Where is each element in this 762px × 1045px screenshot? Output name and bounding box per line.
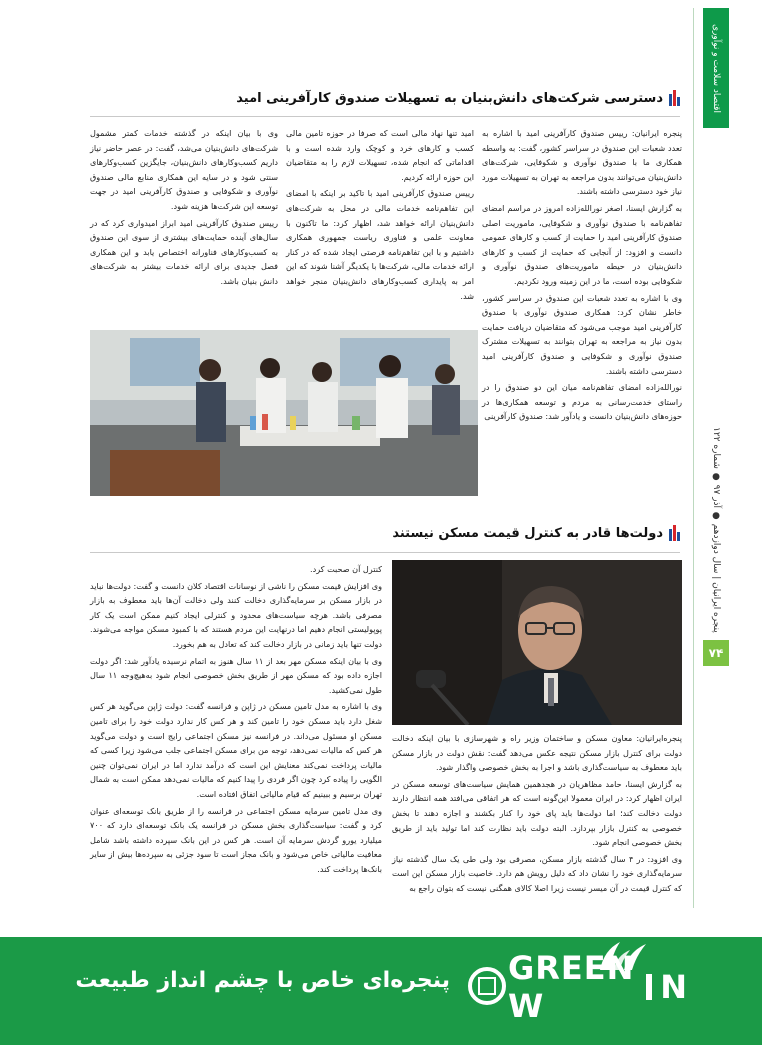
article1-rule bbox=[90, 116, 680, 117]
brand-text-end: N bbox=[660, 968, 688, 1006]
paragraph: وی با اشاره به تعدد شعبات این صندوق در سراسر کشور، خاطر نشان کرد: همکاری صندوق نوآوری با صندوق کارآفرینی امید موجب می‌شود که متقاضیان دریافت حمایت بدون نیاز به مراجعه به تهران بتوانند به تسهیلات مشترک صندوق نوآوری و شکوفایی و صندوق کارآفرینی امید دسترسی داشته باشند. bbox=[482, 292, 682, 376]
article2-col-left bbox=[90, 562, 382, 878]
title-bars-icon bbox=[669, 90, 680, 106]
paragraph: به گزارش ایسنا، حامد مظاهریان در هجدهمین همایش سیاست‌های توسعه مسکن در ایران اظهار کرد: در ایران معمولا این‌گونه است که هر اتفاقی می‌افتد همه انتظار دارند دولت دخالت کند؛ اما دولت‌ها باید پای خود را کنار بکشند و اجازه دهند تا بخش خصوصی به کنترل بازار بپردازد. البته دولت باید نظارت کند اما تولید باید از طریق بخش خصوصی انجام شود. bbox=[392, 778, 682, 848]
paragraph: وی مدل تامین سرمایه مسکن اجتماعی در فرانسه را از طریق بانک توسعه‌ای عنوان کرد و گفت: سیاست‌گذاری بخش مسکن در فرانسه یک بانک توسعه‌ای دارد که ۷۰۰ میلیارد یورو گردش سرمایه آن است. هر کس در این بانک سپرده داشته باشد شامل معافیت مالیاتی خاص می‌شود و بانک مجاز است تا سود جزئی به سپرده‌ها بیش از سایر بانک‌ها پرداخت کند. bbox=[90, 805, 382, 874]
paragraph: وی با اشاره به مدل تامین مسکن در ژاپن و فرانسه گفت: دولت ژاپن می‌گوید هر کس شغل دارد باید مسکن خود را تامین کند و هر کس کار ندارد دولت خود را برای تامین مسکن او مسئول می‌داند. در فرانسه نیز مسکن اجتماعی رایج است و دولت می‌گوید هر کس که مالیات نمی‌دهد، توجه من برای مسکن اجتماعی جلب می‌شود زیرا کسی که مالیات پرداخت نمی‌کند معنایش این است که درآمد ندارد اما در ایران نمی‌توان چنین الگویی را پیاده کرد چون اگر فردی را پیدا کنیم که مالیات نمی‌دهد ممکن است به شمال تهران برسیم و ببینیم که قیام مالیاتی اتفاق افتاده است. bbox=[90, 701, 382, 799]
article1-col1 bbox=[482, 126, 682, 426]
paragraph: به گزارش ایسنا، اصغر نورالله‌زاده امروز در مراسم امضای تفاهم‌نامه با صندوق نوآوری و شکوفایی، ماموریت اصلی صندوق کارآفرینی امید را حمایت از کسب و کارهای عمومی دانست و افزود: از آنجایی که حمایت از کسب و کارهای دانش‌بنیان در حیطه ماموریت‌های صندوق نوآوری و شکوفایی بوده است، ما در این زمینه ورود نکردیم. bbox=[482, 202, 682, 286]
article2-rule bbox=[90, 552, 680, 553]
banner-slogan: پنجره‌ای خاص با چشم انداز طبیعت bbox=[75, 968, 450, 993]
paragraph: وی افزود: در ۴ سال گذشته بازار مسکن، مصرفی بود ولی طی یک سال گذشته نیاز سرمایه‌گذاری خود را نشان داد که دلیل رویش هم دارد. خاصیت بازار مسکن این است که کنترل قیمت در آن میسر نیست زیرا اصلا کالای همگنی نیست که بتوان راجع به bbox=[392, 853, 682, 893]
paragraph: رییس صندوق کارآفرینی امید با تاکید بر اینکه با امضای این تفاهم‌نامه خدمات مالی در محل به شرکت‌های دانش‌بنیان ارائه خواهد شد، اظهار کرد: ما تاکنون با معاونت علمی و فناوری ریاست جمهوری همکاری داشتیم و با این تفاهم‌نامه فرصتی ایجاد شده که در کنار ارائه خدمات مالی، شرکت‌ها با یکدیگر آشنا شوند که این امر به پایداری کسب‌وکارهای دانش‌بنیان منجر خواهد شد. bbox=[286, 188, 474, 301]
paragraph: امید تنها نهاد مالی است که صرفا در حوزه تامین مالی کسب و کارهای خرد و کوچک وارد شده است و با اقداماتی که انجام شده، تسهیلات لازم را به متقاضیان این حوزه ارائه کردیم. bbox=[286, 128, 474, 182]
title-bars-icon bbox=[669, 525, 680, 541]
paragraph: وی افزایش قیمت مسکن را ناشی از نوسانات اقتصاد کلان دانست و گفت: دولت‌ها نباید در بازار مسکن بر سرمایه‌گذاری دخالت کنند ولی دخالت آن‌ها باید معطوف به بازار مصرفی باشد. هرچه سیاست‌های محدود و کنترلی ایجاد کنیم ممکن است یک کار پوپولیستی انجام دهیم اما درنهایت این مردم هستند که با کمبود مسکن مواجه می‌شوند. دولت تنها باید زمانی در بازار دخالت کند که تعادل به هم بخورد. bbox=[90, 580, 382, 649]
section-tab: اقتصاد سلامت و نوآوری bbox=[703, 8, 729, 128]
article1-title: دسترسی شرکت‌های دانش‌بنیان به تسهیلات صندوق کارآفرینی امید bbox=[236, 90, 663, 106]
article2-title-block bbox=[392, 525, 680, 541]
article1-col3 bbox=[90, 126, 278, 291]
margin-divider bbox=[693, 8, 694, 908]
paragraph: وی با بیان اینکه در گذشته خدمات کمتر مشمول شرکت‌های دانش‌بنیان می‌شد، گفت: در عصر حاضر نیاز داریم کسب‌وکارهای دانش‌بنیان، جایگزین کسب‌وکارهای سنتی شود و در سایه این همکاری منابع مالی صندوق نوآوری و شکوفایی و صندوق کارآفرینی امید در جهت توسعه این شرکت‌ها هزینه شود. bbox=[90, 128, 278, 211]
article2-col-right bbox=[392, 731, 682, 898]
issue-info: پنجره ایرانیان | سال دوازدهم ● آذر ۹۷ ● شماره ۱۲۲ bbox=[711, 427, 721, 633]
paragraph: وی با بیان اینکه مسکن مهر بعد از ۱۱ سال هنوز به اتمام نرسیده یادآور شد: اگر دولت اجازه داده بود که مسکن مهر از طریق بخش خصوصی انجام شود به‌هیچ‌وجه ۱۱ سال طول نمی‌کشید. bbox=[90, 655, 383, 695]
brand-text-main: GREEN W bbox=[508, 949, 635, 1025]
paragraph: نورالله‌زاده امضای تفاهم‌نامه میان این دو صندوق را در راستای خدمت‌رسانی به مردم و توسعه همکاری‌ها در حوزه‌های دانش‌بنیان دانست و یادآور شد: صندوق کارآفرینی bbox=[482, 382, 682, 422]
article2-title: دولت‌ها قادر به کنترل قیمت مسکن نیستند bbox=[392, 525, 663, 541]
brand-i-stem bbox=[646, 974, 652, 1000]
official-portrait-photo bbox=[392, 560, 682, 725]
lab-scene-image bbox=[90, 330, 478, 496]
speaker-image bbox=[392, 560, 682, 725]
paragraph: کنترل آن صحبت کرد. bbox=[310, 564, 382, 574]
page-number: ۷۴ bbox=[703, 640, 729, 666]
paragraph: پنجره ایرانیان: رییس صندوق کارآفرینی امید با اشاره به تعدد شعبات این صندوق در سراسر کشور، گفت: به واسطه همکاری ما با صندوق نوآوری و شکوفایی، شرکت‌های دانش‌بنیان می‌توانند بدون مراجعه به تهران به تسهیلات مورد نیاز خود دسترسی داشته باشند. bbox=[482, 128, 682, 197]
article1-title-block bbox=[236, 90, 680, 106]
window-circle-icon bbox=[468, 967, 506, 1005]
article1-col2 bbox=[286, 126, 474, 305]
paragraph: پنجره‌ایرانیان: معاون مسکن و ساختمان وزیر راه و شهرسازی با بیان اینکه دخالت دولت برای کنترل بازار مسکن نتیجه عکس می‌دهد گفت: نقش دولت در بازار مسکن باید معطوف به سیاست‌گذاری باشد و اجرا به بخش خصوصی واگذار شود. bbox=[392, 733, 682, 773]
paragraph: رییس صندوق کارآفرینی امید ابراز امیدواری کرد که در سال‌های آینده حمایت‌های بیشتری از سوی این صندوق به کسب‌وکارهای فناورانه اختصاص یابد و این همکاری فصل جدیدی برای ارائه خدمات بیشتر به شرکت‌های دانش بنیان باشد. bbox=[90, 217, 278, 286]
lab-photo bbox=[90, 330, 478, 496]
brand-logo bbox=[468, 949, 688, 1025]
